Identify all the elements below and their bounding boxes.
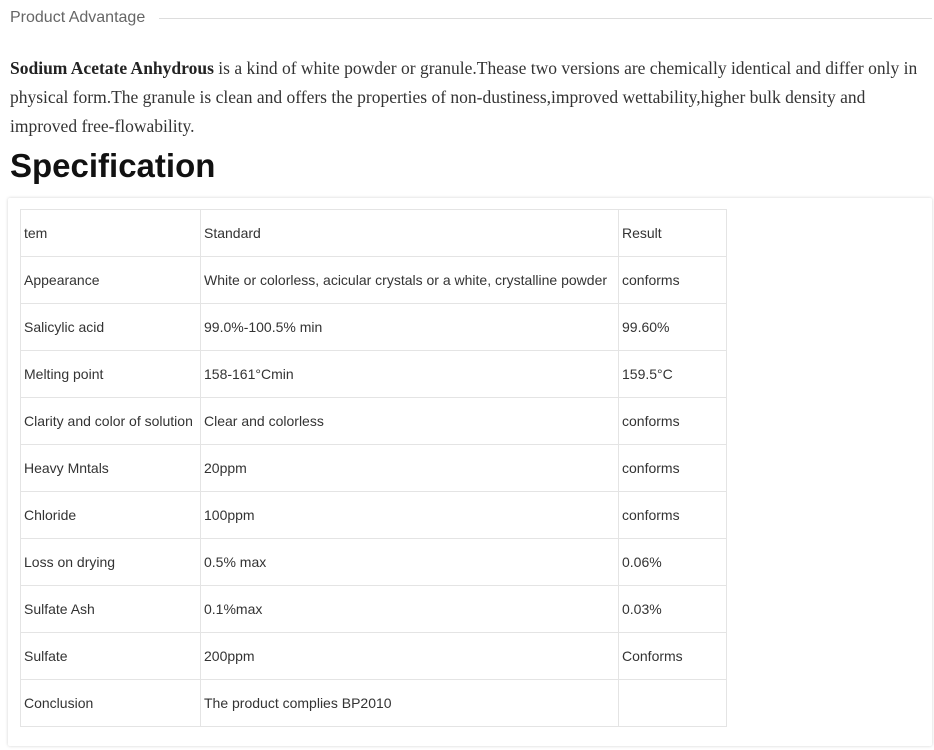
standard-cell: 0.1%max <box>201 586 619 633</box>
item-cell: Melting point <box>21 351 201 398</box>
standard-cell: 100ppm <box>201 492 619 539</box>
result-cell: Conforms <box>619 633 727 680</box>
table-row <box>21 445 727 492</box>
result-cell: 0.03% <box>619 586 727 633</box>
table-header-row <box>21 210 727 257</box>
item-cell: Clarity and color of solution <box>21 398 201 445</box>
standard-cell: 158-161°Cmin <box>201 351 619 398</box>
item-cell: Salicylic acid <box>21 304 201 351</box>
item-cell: Loss on drying <box>21 539 201 586</box>
table-row <box>21 539 727 586</box>
item-cell: Sulfate <box>21 633 201 680</box>
item-cell: Conclusion <box>21 680 201 727</box>
standard-cell: Clear and colorless <box>201 398 619 445</box>
table-row <box>21 586 727 633</box>
result-cell: Result <box>619 210 727 257</box>
intro-text: is a kind of white powder or granule.Thease two versions are chemically identical and differ only in physical form.The granule is clean and offers the properties of non-dustiness,improved wettability,higher bulk density and improved free-flowability. <box>10 58 918 136</box>
item-cell: Appearance <box>21 257 201 304</box>
specification-table <box>20 209 727 727</box>
result-cell: 159.5°C <box>619 351 727 398</box>
result-cell: conforms <box>619 492 727 539</box>
table-row <box>21 351 727 398</box>
standard-cell: 0.5% max <box>201 539 619 586</box>
item-cell: Heavy Mntals <box>21 445 201 492</box>
section-title: Product Advantage <box>10 9 146 26</box>
result-cell: 0.06% <box>619 539 727 586</box>
specification-heading: Specification <box>10 147 216 184</box>
result-cell: conforms <box>619 398 727 445</box>
result-cell <box>619 680 727 727</box>
specification-card <box>8 198 932 746</box>
standard-cell: 20ppm <box>201 445 619 492</box>
standard-cell: 99.0%-100.5% min <box>201 304 619 351</box>
item-cell: tem <box>21 210 201 257</box>
result-cell: 99.60% <box>619 304 727 351</box>
standard-cell: 200ppm <box>201 633 619 680</box>
table-row <box>21 680 727 727</box>
item-cell: Sulfate Ash <box>21 586 201 633</box>
item-cell: Chloride <box>21 492 201 539</box>
intro-paragraph <box>10 54 928 141</box>
standard-cell: The product complies BP2010 <box>201 680 619 727</box>
result-cell: conforms <box>619 257 727 304</box>
section-header <box>10 7 932 29</box>
product-name: Sodium Acetate Anhydrous <box>10 58 214 78</box>
standard-cell: Standard <box>201 210 619 257</box>
section-divider <box>159 18 932 19</box>
table-row <box>21 304 727 351</box>
table-row <box>21 492 727 539</box>
result-cell: conforms <box>619 445 727 492</box>
table-row <box>21 257 727 304</box>
table-row <box>21 398 727 445</box>
standard-cell: White or colorless, acicular crystals or a white, crystalline powder <box>201 257 619 304</box>
table-row <box>21 633 727 680</box>
